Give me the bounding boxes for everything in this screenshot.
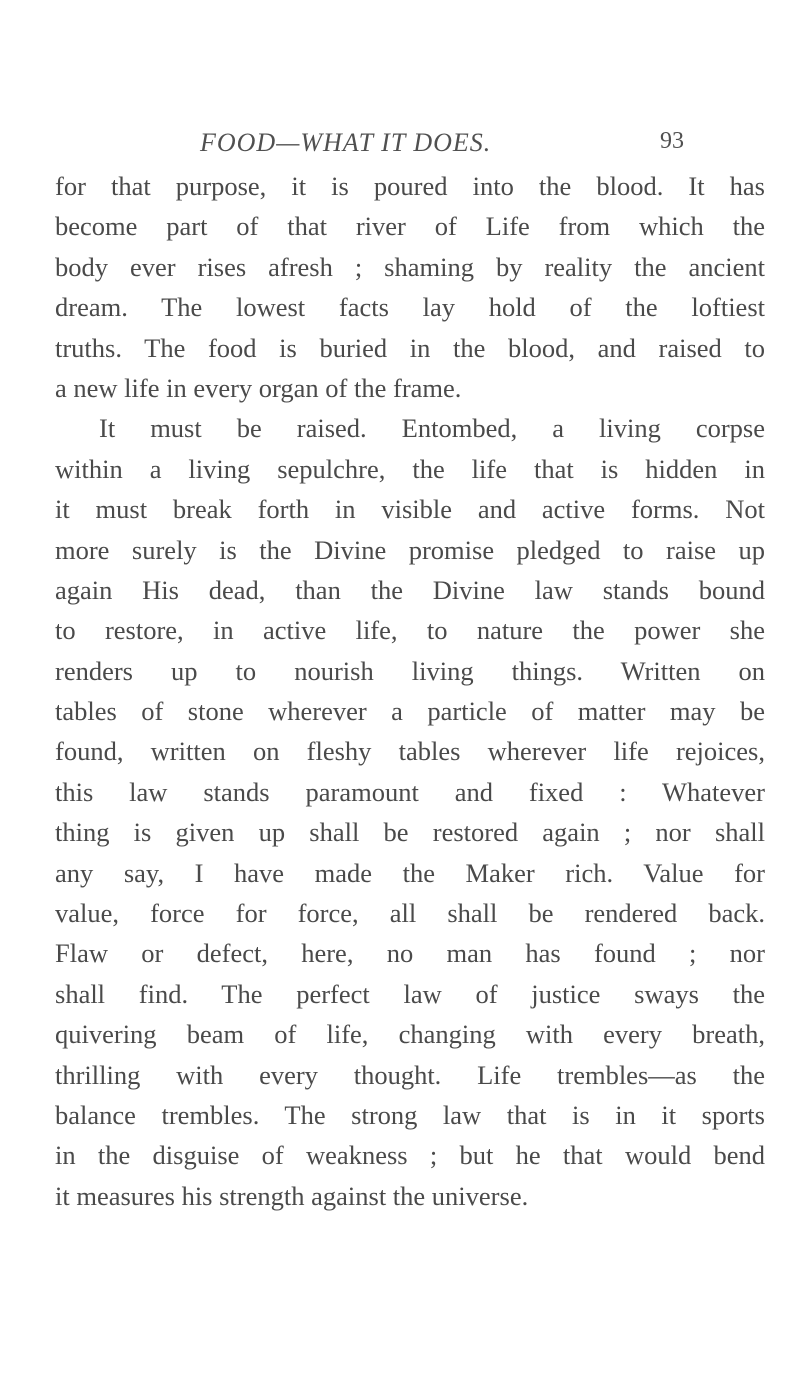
text-line: thrilling with every thought. Life trembles—as the (55, 1059, 765, 1090)
text-line: for that purpose, it is poured into the blood. It has (55, 171, 765, 201)
text-line: it measures his strength against the universe. (55, 1180, 529, 1211)
text-line: it must break forth in visible and active forms. Not (55, 494, 765, 525)
text-line: balance trembles. The strong law that is in it sports (55, 1099, 765, 1130)
text-line: any say, I have made the Maker rich. Value for (55, 857, 765, 888)
running-title: FOOD—WHAT IT DOES. (200, 128, 492, 157)
text-line: tables of stone wherever a particle of matter may be (55, 696, 765, 727)
text-line: found, written on fleshy tables wherever life rejoices, (55, 736, 765, 767)
text-line: truths. The food is buried in the blood, and raised to (55, 332, 765, 363)
text-line: this law stands paramount and fixed : Whatever (55, 776, 765, 807)
page-number: 93 (660, 128, 684, 154)
text-line: dream. The lowest facts lay hold of the loftiest (55, 292, 765, 323)
text-line: quivering beam of life, changing with every breath, (55, 1019, 765, 1050)
text-line: value, force for force, all shall be rendered back. (55, 898, 765, 929)
text-line: a new life in every organ of the frame. (55, 372, 462, 403)
text-line: It must be raised. Entombed, a living corpse (99, 413, 765, 444)
body-text (55, 166, 765, 1216)
text-line: become part of that river of Life from which the (55, 211, 765, 242)
text-line: body ever rises afresh ; shaming by reality the ancient (55, 251, 765, 282)
text-line: again His dead, than the Divine law stands bound (55, 574, 765, 605)
text-line: in the disguise of weakness ; but he that would bend (55, 1140, 765, 1171)
text-line: shall find. The perfect law of justice sways the (55, 978, 765, 1009)
text-line: Flaw or defect, here, no man has found ; nor (55, 938, 765, 969)
text-line: renders up to nourish living things. Written on (55, 655, 765, 686)
page-header (0, 128, 800, 168)
text-line: more surely is the Divine promise pledged to raise up (55, 534, 765, 565)
text-line: within a living sepulchre, the life that is hidden in (55, 453, 765, 484)
text-line: to restore, in active life, to nature the power she (55, 615, 765, 646)
text-line: thing is given up shall be restored again ; nor shall (55, 817, 765, 848)
